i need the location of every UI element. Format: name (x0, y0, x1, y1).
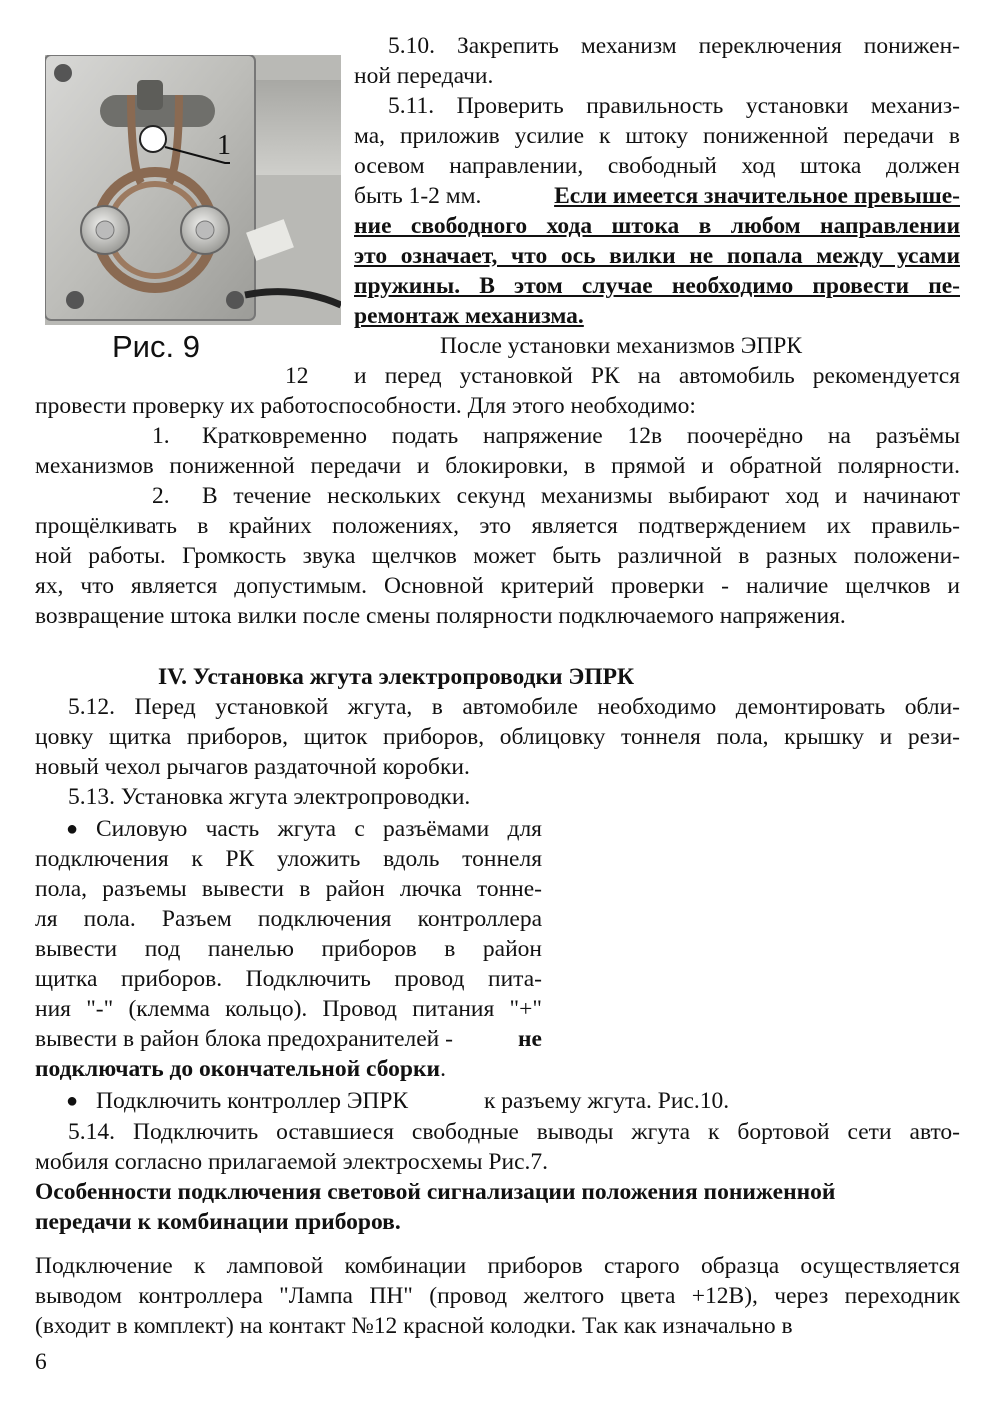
bold-heading: Особенности подключения световой сигнализации положения пониженной (35, 1179, 836, 1205)
list-item-text: ях, что является допустимым. Основной критерий проверки - наличие щелчков и (35, 573, 960, 599)
list-item-text: прощёлкивать в крайних положениях, это является подтверждением их правиль- (35, 513, 960, 539)
warning-text: ние свободного хода штока в любом направлении (354, 213, 960, 239)
text-span: . (440, 1056, 446, 1082)
list-item-text: ной работы. Громкость звука щелчков может быть различной в разных положени- (35, 543, 960, 569)
text-line: мобиля согласно прилагаемой электросхемы Рис.7. (35, 1149, 549, 1175)
figure-9-caption: Рис. 9 (112, 329, 200, 364)
bullet-text (35, 1054, 446, 1084)
side-number: 12 (285, 363, 309, 389)
warning-text: пружины. В этом случае необходимо провести пе- (354, 273, 960, 299)
list-number: 1. (152, 423, 170, 449)
bullet-text: Подключить контроллер ЭПРК (96, 1088, 409, 1114)
text-line (354, 181, 960, 211)
text-line: новый чехол рычагов раздаточной коробки. (35, 754, 470, 780)
text-line: 5.11. Проверить правильность установки механиз- (388, 93, 960, 119)
bullet-text: ля пола. Разъем подключения контроллера (35, 906, 542, 932)
text-line: цовку щитка приборов, щиток приборов, облицовку тоннеля пола, крышку и рези- (35, 724, 960, 750)
list-item-text: механизмов пониженной передачи и блокировки, в прямой и обратной полярности. (35, 453, 960, 479)
warning-text: ремонтаж механизма. (354, 303, 584, 329)
bullet-text: Силовую часть жгута с разъёмами для (96, 816, 542, 842)
figure-callout-1: 1 (217, 130, 231, 161)
text-line: 5.14. Подключить оставшиеся свободные выводы жгута к бортовой сети авто- (68, 1119, 960, 1145)
list-number: 2. (152, 483, 170, 509)
transfer-case-mechanism-image (45, 55, 341, 325)
page-number: 6 (35, 1349, 47, 1375)
bullet-text: пола, разъемы вывести в район лючка тонне- (35, 876, 542, 902)
bold-text: подключать до окончательной сборки (35, 1056, 441, 1082)
text-line: осевом направлении, свободный ход штока должен (354, 153, 960, 179)
text-span: быть 1-2 мм. (354, 183, 482, 209)
bold-heading: передачи к комбинации приборов. (35, 1209, 401, 1235)
bullet-text: ния "-" (клемма кольцо). Провод питания "+" (35, 996, 542, 1022)
text-line: 5.12. Перед установкой жгута, в автомобиле необходимо демонтировать обли- (68, 694, 960, 720)
bullet-text: щитка приборов. Подключить провод пита- (35, 966, 542, 992)
text-line: выводом контроллера "Лампа ПН" (провод желтого цвета +12В), через переходник (35, 1283, 960, 1309)
list-item-text: Кратковременно подать напряжение 12в поочерёдно на разъёмы (202, 423, 960, 449)
bullet-text (35, 1024, 542, 1054)
text-line: ма, приложив усилие к штоку пониженной передачи в (354, 123, 960, 149)
text-span: вывести в район блока предохранителей - (35, 1026, 453, 1052)
text-line: и перед установкой РК на автомобиль рекомендуется (354, 363, 960, 389)
figure-9-photo (45, 55, 341, 325)
text-line: (входит в комплект) на контакт №12 красной колодки. Так как изначально в (35, 1313, 793, 1339)
list-item-text: возвращение штока вилки после смены полярности подключаемого напряжения. (35, 603, 846, 629)
bullet-text: подключения к РК уложить вдоль тоннеля (35, 846, 542, 872)
list-item-text: В течение нескольких секунд механизмы выбирают ход и начинают (202, 483, 960, 509)
text-line: ной передачи. (354, 63, 494, 89)
text-line: провести проверку их работоспособности. Для этого необходимо: (35, 393, 696, 419)
bullet-icon: ● (66, 1090, 79, 1112)
text-line: 5.13. Установка жгута электропроводки. (68, 784, 471, 810)
bullet-text: вывести под панелью приборов в район (35, 936, 542, 962)
text-line: 5.10. Закрепить механизм переключения понижен- (388, 33, 960, 59)
warning-text: Если имеется значительное превыше- (554, 183, 960, 209)
bullet-text: к разъему жгута. Рис.10. (484, 1088, 730, 1114)
warning-text: это означает, что ось вилки не попала между усами (354, 243, 960, 269)
section-heading: IV. Установка жгута электропроводки ЭПРК (158, 664, 635, 690)
text-line: Подключение к ламповой комбинации приборов старого образца осуществляется (35, 1253, 960, 1279)
bullet-icon: ● (66, 818, 79, 840)
bold-text: не (518, 1026, 542, 1052)
text-line: После установки механизмов ЭПРК (440, 333, 803, 359)
